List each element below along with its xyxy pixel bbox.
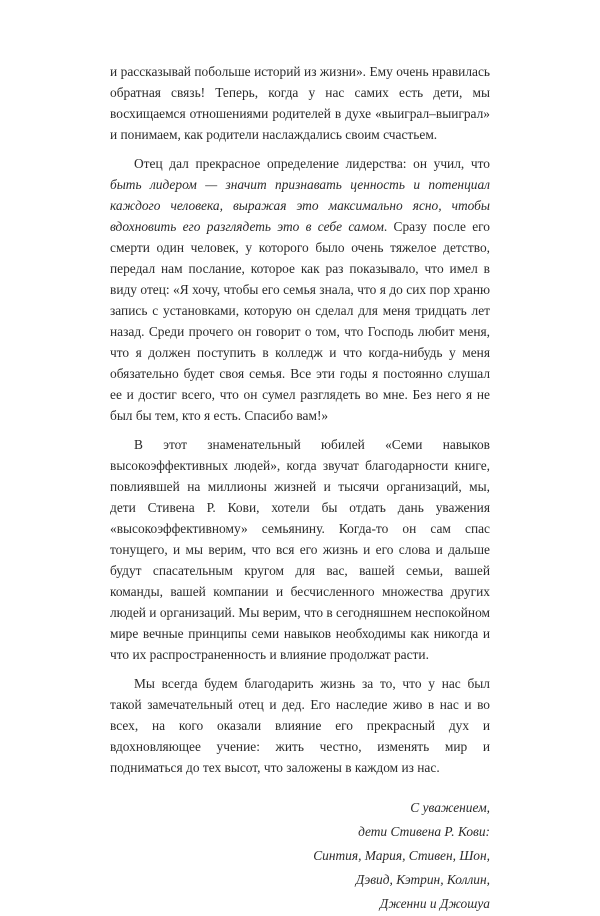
paragraph-1: и рассказывай побольше историй из жизни». Ему очень нравилась обратная связь! Теперь, когда у нас самих есть дети, мы восхищаемся отношениями родителей в духе «выиграл–выиграл» и понимаем, как родители наслаждались своим счастьем. [110, 64, 490, 142]
signature-line-4: Дэвид, Кэтрин, Коллин, [355, 872, 490, 887]
paragraph-3: В этот знаменательный юбилей «Семи навыков высокоэффективных людей», когда звучат благодарности книге, повлиявшей на миллионы жизней и тысячи организаций, мы, дети Стивена Р. Кови, хотели бы отдать дань уважения «высокоэффективному» семьянину. Когда-то он сам спас тонущего, и мы верим, что вся его жизнь и его слова и дальше будут спасательным кругом для вас, вашей семьи, вашей команды, вашей компании и бесчисленного множества других людей и организаций. Мы верим, что в сегодняшнем неспокойном мире вечные принципы семи навыков необходимы как никогда и что их распространенность и влияние продолжат расти. [110, 437, 490, 662]
signature-line-1: С уважением, [410, 800, 490, 815]
leadership-definition: быть лидером — значит признавать ценность и потенциал каждого человека, выражая это максимально ясно, чтобы вдохновить его разглядеть это в себе самом [110, 177, 490, 234]
paragraph-2-lead: Отец дал прекрасное определение лидерства: он учил, что [134, 156, 490, 171]
signature-line-3: Синтия, Мария, Стивен, Шон, [313, 848, 490, 863]
signature-block [110, 796, 490, 916]
paragraph-2 [110, 153, 490, 426]
signature-line-2: дети Стивена Р. Кови: [358, 824, 490, 839]
signature-line-5: Дженни и Джошуа [379, 896, 490, 911]
paragraph-4: Мы всегда будем благодарить жизнь за то, что у нас был такой замечательный отец и дед. Его наследие живо в нас и во всех, на кого оказали влияние его прекрасный дух и вдохновляющее учение: жить честно, изменять мир и подниматься до тех высот, что заложены в каждом из нас. [110, 676, 490, 775]
paragraph-2-rest: . Сразу после его смерти один человек, у которого было очень тяжелое детство, передал нам послание, которое как раз показывало, что имел в виду отец: «Я хочу, чтобы его семья знала, что я до сих пор храню запись с установками, которую он сделал для меня тридцать лет назад. Среди прочего он говорит о том, что Господь любит меня, что я должен поступить в колледж и что когда-нибудь у меня обязательно будет своя семья. Все эти годы я постоянно слушал ее и достиг всего, что он сумел разглядеть во мне. Без него я не был бы тем, кто я есть. Спасибо вам!» [110, 219, 490, 423]
